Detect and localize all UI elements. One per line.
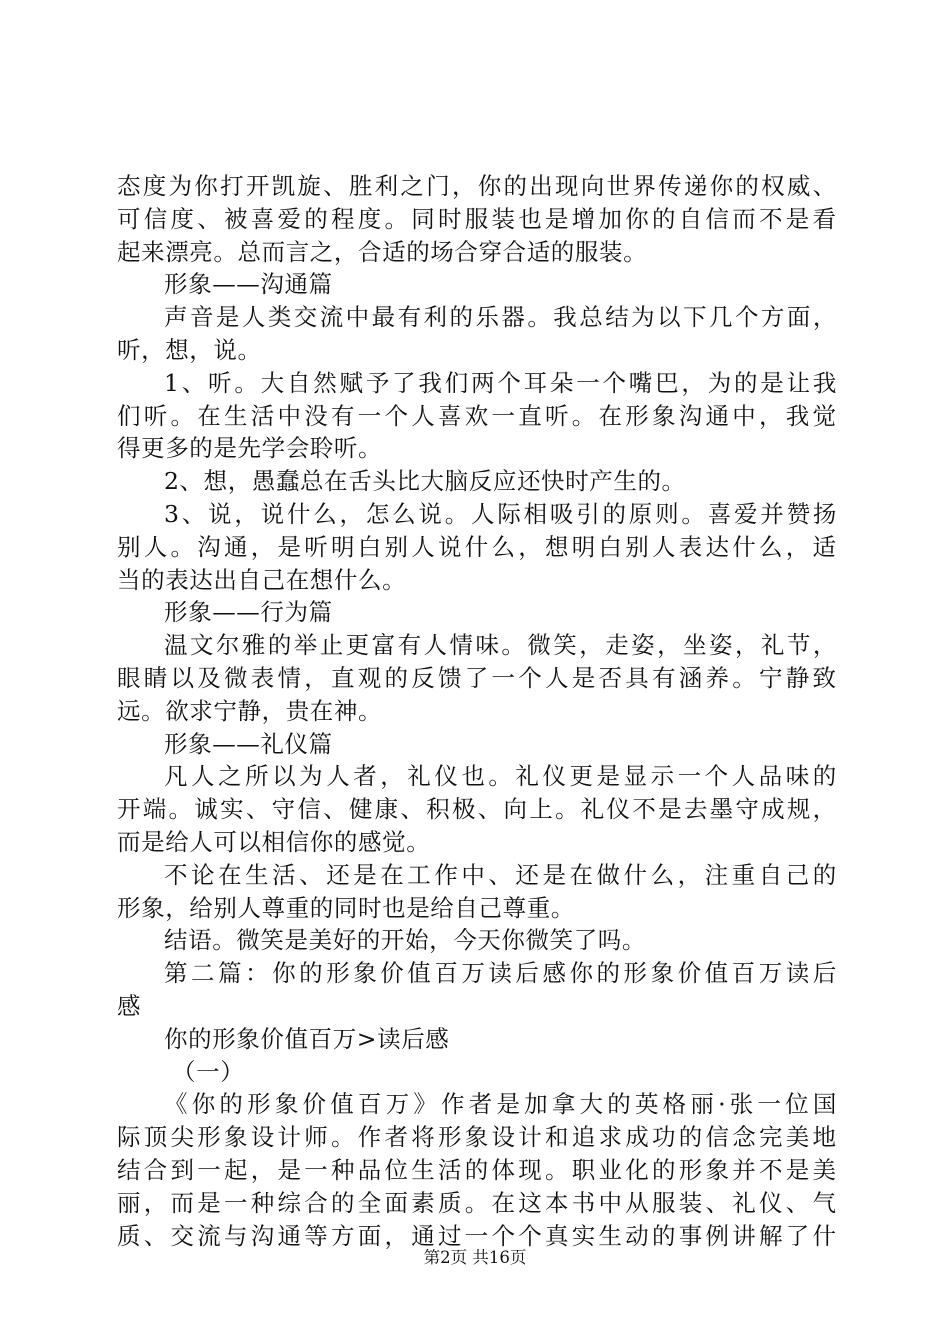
page-footer: 第2页 共16页 bbox=[423, 1248, 527, 1267]
text-line: 3 、 说 ， 说 什 么 ， 怎 么 说 。 人 际 相 吸 引 的 原 则 。 喜 爱 并 赞 扬 bbox=[164, 499, 837, 528]
text-line: 当的表达出自己在想什么。 bbox=[117, 565, 407, 594]
text-line: 你的形象价值百万>读后感 bbox=[164, 1024, 450, 1053]
text-line: 结 合 到 一 起 ， 是 一 种 品 位 生 活 的 体 现 。 职 业 化 的 形 象 并 不 是 美 bbox=[117, 1155, 837, 1184]
text-line: 《 你 的 形 象 价 值 百 万 》 作 者 是 加 拿 大 的 英 格 丽 · 张 一 位 国 bbox=[164, 1090, 837, 1119]
text-line: 听，想，说。 bbox=[117, 335, 262, 364]
text-line: 形象——行为篇 bbox=[164, 598, 333, 627]
text-line: 第 二 篇 ： 你 的 形 象 价 值 百 万 读 后 感 你 的 形 象 价 值 百 万 读 后 bbox=[164, 959, 837, 988]
text-line: 形象——沟通篇 bbox=[164, 270, 333, 299]
text-line: 质 、 交 流 与 沟 通 等 方 面 ， 通 过 一 个 个 真 实 生 动 的 事 例 讲 解 了 什 bbox=[117, 1221, 837, 1250]
text-line: 态 度 为 你 打 开 凯 旋 、 胜 利 之 门 ， 你 的 出 现 向 世 界 传 递 你 的 权 威 、 bbox=[117, 172, 837, 200]
text-line: 感 bbox=[117, 991, 142, 1020]
text-line: 丽 ， 而 是 一 种 综 合 的 全 面 素 质 。 在 这 本 书 中 从 服 装 、 礼 仪 、 气 bbox=[117, 1188, 837, 1217]
text-line: （一） bbox=[172, 1057, 245, 1086]
text-line: 温 文 尔 雅 的 举 止 更 富 有 人 情 味 。 微 笑 ， 走 姿 ， 坐 姿 ， 礼 节 ， bbox=[164, 631, 837, 660]
text-line: 得更多的是先学会聆听。 bbox=[117, 434, 383, 463]
text-line: 形象，给别人尊重的同时也是给自己尊重。 bbox=[117, 893, 575, 922]
text-line: 声 音 是 人 类 交 流 中 最 有 利 的 乐 器 。 我 总 结 为 以 下 几 个 方 面 ， bbox=[164, 303, 837, 332]
text-line: 1 、 听 。 大 自 然 赋 予 了 我 们 两 个 耳 朵 一 个 嘴 巴 ， 为 的 是 让 我 bbox=[164, 368, 837, 397]
body-text bbox=[117, 170, 837, 1252]
text-line: 结语。微笑是美好的开始，今天你微笑了吗。 bbox=[164, 926, 646, 955]
text-line: 眼 睛 以 及 微 表 情 ， 直 观 的 反 馈 了 一 个 人 是 否 具 有 涵 养 。 宁 静 致 bbox=[117, 663, 837, 692]
text-line: 2、想，愚蠢总在舌头比大脑反应还快时产生的。 bbox=[164, 467, 686, 496]
text-line: 别 人 。 沟 通 ， 是 听 明 白 别 人 说 什 么 ， 想 明 白 别 人 表 达 什 么 ， 适 bbox=[117, 532, 837, 561]
text-line: 而是给人可以相信你的感觉。 bbox=[117, 827, 431, 856]
text-line: 际 顶 尖 形 象 设 计 师 。 作 者 将 形 象 设 计 和 追 求 成 功 的 信 念 完 美 地 bbox=[117, 1123, 837, 1152]
text-line: 不 论 在 生 活 、 还 是 在 工 作 中 、 还 是 在 做 什 么 ， 注 重 自 己 的 bbox=[164, 860, 837, 889]
text-line: 们 听 。 在 生 活 中 没 有 一 个 人 喜 欢 一 直 听 。 在 形 象 沟 通 中 ， 我 觉 bbox=[117, 401, 837, 430]
text-line: 可 信 度 、 被 喜 爱 的 程 度 。 同 时 服 装 也 是 增 加 你 的 自 信 而 不 是 看 bbox=[117, 204, 837, 233]
text-line: 开 端 。 诚 实 、 守 信 、 健 康 、 积 极 、 向 上 。 礼 仪 不 是 去 墨 守 成 规 ， bbox=[117, 795, 837, 824]
text-line: 形象——礼仪篇 bbox=[164, 729, 333, 758]
text-line: 凡 人 之 所 以 为 人 者 ， 礼 仪 也 。 礼 仪 更 是 显 示 一 个 人 品 味 的 bbox=[164, 762, 837, 791]
text-line: 起来漂亮。总而言之，合适的场合穿合适的服装。 bbox=[117, 237, 648, 266]
text-line: 远。欲求宁静，贵在神。 bbox=[117, 696, 383, 725]
